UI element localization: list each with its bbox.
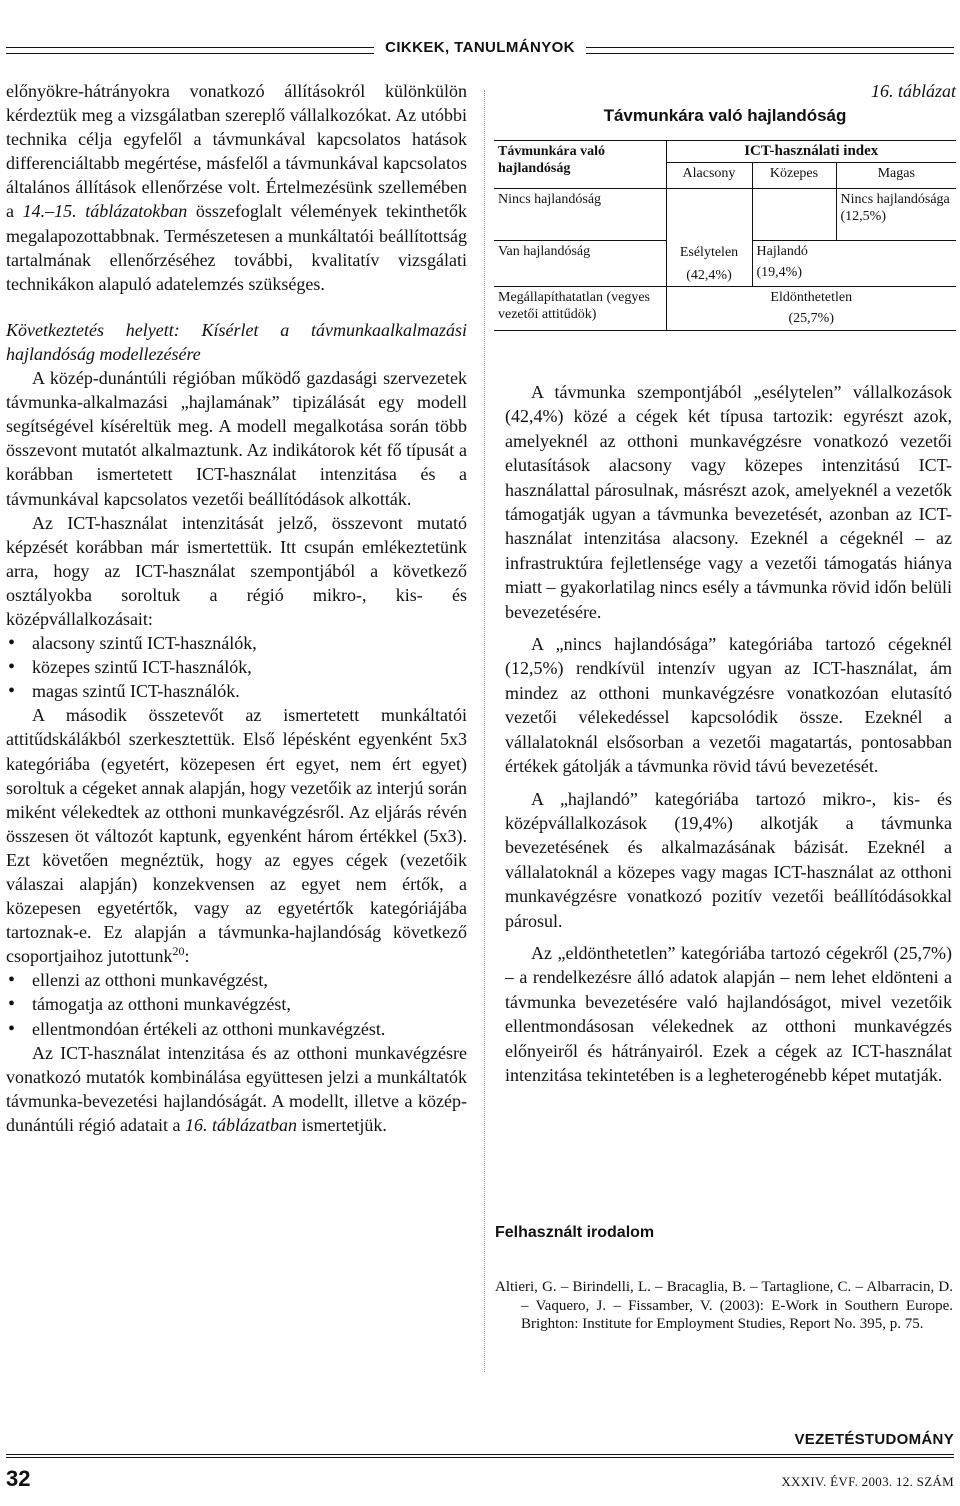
- cell-hopeless: [666, 189, 752, 287]
- list-item: • magas szintű ICT-használók.: [6, 679, 467, 703]
- cell-undecidable: [666, 287, 956, 331]
- willingness-table: [494, 140, 956, 331]
- list-item: • közepes szintű ICT-használók,: [6, 655, 467, 679]
- references-heading: Felhasznált irodalom: [495, 1224, 655, 1241]
- cell-empty: [752, 189, 836, 241]
- issue-info: XXXIV. ÉVF. 2003. 12. SZÁM: [781, 1474, 954, 1489]
- row-header-willing: Van hajlandóság: [494, 241, 666, 287]
- paragraph-1-end: összefoglalt vélemények tekinthetők megalapozottabbnak. Természetesen a munkáltatói beállítottság tartalmának ellenőrzéséhez további, kvalitatív vizsgálati technikákon alapuló adatelemzés szükséges.: [6, 201, 467, 294]
- paragraph-1-text: előnyökre-hátrányokra vonatkozó állításokról különkülön kérdeztük meg a vizsgálatban szereplő vállalkozókat. Az utóbbi technika célja egyfelől a távmunkával kapcsolatos hatások differenciáltabb megértése, másfelől a távmunkával kapcsolatos általános állítások ellenőrzése volt. Értelmezésünk szellemében a: [6, 81, 467, 222]
- paragraph-3: Az ICT-használat intenzitását jelző, összevont mutató képzését korábban már ismertettük. Itt csupán emlékeztetünk arra, hogy az ICT-használat szempontjából a következő osztályokba soroltuk a régió mikro-, kis- és középvállalkozásait:: [6, 512, 467, 629]
- paragraph-5: [6, 1041, 467, 1137]
- list-item: • ellenzi az otthoni munkavégzést,: [6, 968, 467, 992]
- ict-level-list: [6, 631, 467, 703]
- paragraph-4: [6, 703, 467, 968]
- willing-label: Hajlandó: [756, 244, 808, 259]
- attitude-list: [6, 968, 467, 1040]
- column-header-high: Magas: [836, 163, 956, 189]
- ict-index-header: ICT-használati index: [666, 141, 956, 163]
- row-header-no-willingness: Nincs hajlandóság: [494, 189, 666, 241]
- hopeless-label: Esélytelen: [679, 245, 739, 260]
- cell-willing: [752, 241, 956, 287]
- paragraph-5-text: Az ICT-használat intenzitása és az otthoni munkavégzésre vonatkozó mutatók kombinálása együttesen jelzi a munkáltatók távmunka-bevezetési hajlandóságát. A modellt, illetve a közép-dunántúli régió adatait a: [6, 1042, 467, 1135]
- right-column: [505, 380, 952, 1087]
- journal-name: VEZETÉSTUDOMÁNY: [794, 1431, 954, 1448]
- table-number: 16. táblázat: [870, 81, 956, 101]
- paragraph-4-text: A második összetevőt az ismertetett munkáltatói attitűdskálákból szerkesztettük. Első lépésként egyenként 5x3 kategóriába (egyetért, közepesen ért egyet, nem ért egyet) soroltuk a cégeket annak alapján, hogy vezetőik az interjú során miként vélekedtek az otthoni munkavégzésről. Az eljárás révén összesen öt változót kaptunk, egyenként három értékkel (5x3). Ezt követően megnéztük, hogy az egyes cégek (vezetőik válaszai alapján) konzekvensen az egyet nem értők, a közepesen egyetértők, vagy az egyetértők kategóriájába tartoznak-e. Ez alapján a távmunka-hajlandóság következő csoportjaihoz jutottunk: [6, 705, 467, 967]
- column-header-medium: Közepes: [752, 163, 836, 189]
- list-item: • ellentmondóan értékeli az otthoni munkavégzést.: [6, 1017, 467, 1041]
- willing-percent: (19,4%): [756, 265, 802, 280]
- paragraph-hopeless: A távmunka szempontjából „esélytelen” vállalkozások (42,4%) közé a cégek két típusa tartozik: egyrészt azok, amelyeknél az otthoni munkavégzésre vonatkozó vezetői elutasítások alacsony vagy közepes intenzitású ICT-használattal párosulnak, másrészt azok, amelyeknél a vezetők támogatják ugyan a távmunka bevezetését, azonban az ICT-használat intenzitása alacsony. Ezeknél a cégeknél – az infrastruktúra fejletlensége vagy a vezetői támogatás hiánya miatt – gyakorlatilag nincs esély a távmunka rövid időn belüli bevezetésére.: [505, 382, 952, 622]
- undecidable-percent: (25,7%): [788, 311, 834, 326]
- list-item: • alacsony szintű ICT-használók,: [6, 631, 467, 655]
- column-header-low: Alacsony: [666, 163, 752, 189]
- paragraph-willing: A „hajlandó” kategóriába tartozó mikro-, kis- és középvállalkozások (19,4%) alkotják a távmunka bevezetésének és alkalmazásának bázisát. Ezeknél a vállalatoknál a közepes vagy magas ICT-használat az otthoni munkavégzésre vonatkozó pozitív vezetői beállítódásokkal párosul.: [505, 788, 952, 931]
- list-item: • támogatja az otthoni munkavégzést,: [6, 992, 467, 1016]
- undecidable-label: Eldönthetetlen: [770, 290, 853, 305]
- table-title: Távmunkára való hajlandóság: [603, 106, 847, 125]
- section-title: CIKKEK, TANULMÁNYOK: [385, 39, 575, 56]
- footer-rule: [6, 1454, 954, 1455]
- table-reference: 14.–15. táblázatokban: [22, 201, 188, 222]
- paragraph-4-end: :: [184, 946, 190, 967]
- section-subheading: Következtetés helyett: Kísérlet a távmunkaalkalmazási hajlandóság modellezésére: [6, 319, 467, 364]
- header-rule-left: [6, 47, 374, 54]
- paragraph-undecidable: Az „eldönthetetlen” kategóriába tartozó cégekről (25,7%) – a rendelkezésre álló adatok alapján – nem lehet eldönteni a távmunka bevezetésére való hajlandóságot, mivel vezetőik ellentmondásosan vélekednek az otthoni munkavégzés előnyeiről és hátrányairól. Ezek a cégek az ICT-használat intenzitása tekintetében is a legheterogénebb képet mutatják.: [505, 942, 952, 1085]
- running-header: [6, 38, 954, 60]
- page-number: 32: [6, 1466, 31, 1491]
- row-header-undeterminable: Megállapíthatatlan (vegyes vezetői attitűdök): [494, 287, 666, 331]
- table-16: [494, 80, 956, 331]
- paragraph-no-willingness: A „nincs hajlandósága” kategóriába tartozó cégeknél (12,5%) rendkívül intenzív ugyan az ICT-használat, ám mindez az otthoni munkavégzésre vonatkozóan elutasító vezetői vélekedéssel kapcsolódik össze. Ezeknél a vállalatoknál elsősorban a vezetői magatartás, pontosabban értékek gátolják a távmunka rövid távú bevezetését.: [505, 634, 952, 777]
- header-rule-right: [586, 47, 954, 54]
- reference-item: Altieri, G. – Birindelli, L. – Bracaglia, B. – Tartaglione, C. – Albarracin, D. – Vaquero, J. – Fissamber, V. (2003): E-Work in Southern Europe. Brighton: Institute for Employment Studies, Report No. 395, p. 75.: [495, 1279, 953, 1332]
- paragraph-5-end: ismertetjük.: [296, 1114, 387, 1135]
- footer-rule: [6, 1457, 954, 1458]
- table-reference: 16. táblázatban: [184, 1114, 297, 1135]
- paragraph-1: [6, 79, 467, 296]
- cell-no-willingness: Nincs hajlandósága (12,5%): [840, 192, 950, 224]
- column-divider: [484, 90, 485, 1372]
- hopeless-percent: (42,4%): [686, 268, 732, 283]
- table-corner-header: Távmunkára való hajlandóság: [494, 141, 666, 189]
- left-column: [6, 79, 467, 1137]
- footnote-marker: 20: [172, 944, 185, 959]
- paragraph-2: A közép-dunántúli régióban működő gazdasági szervezetek távmunka-alkalmazási „hajlamának” tipizálását egy modell segítségével kíséreltük meg. A modell megalkotása során több összevont mutatót alkalmaztunk. Az indikátorok két fő típusát a korábban ismertetett ICT-használat intenzitása és a távmunkával kapcsolatos vezetői beállítódások alkották.: [6, 368, 467, 509]
